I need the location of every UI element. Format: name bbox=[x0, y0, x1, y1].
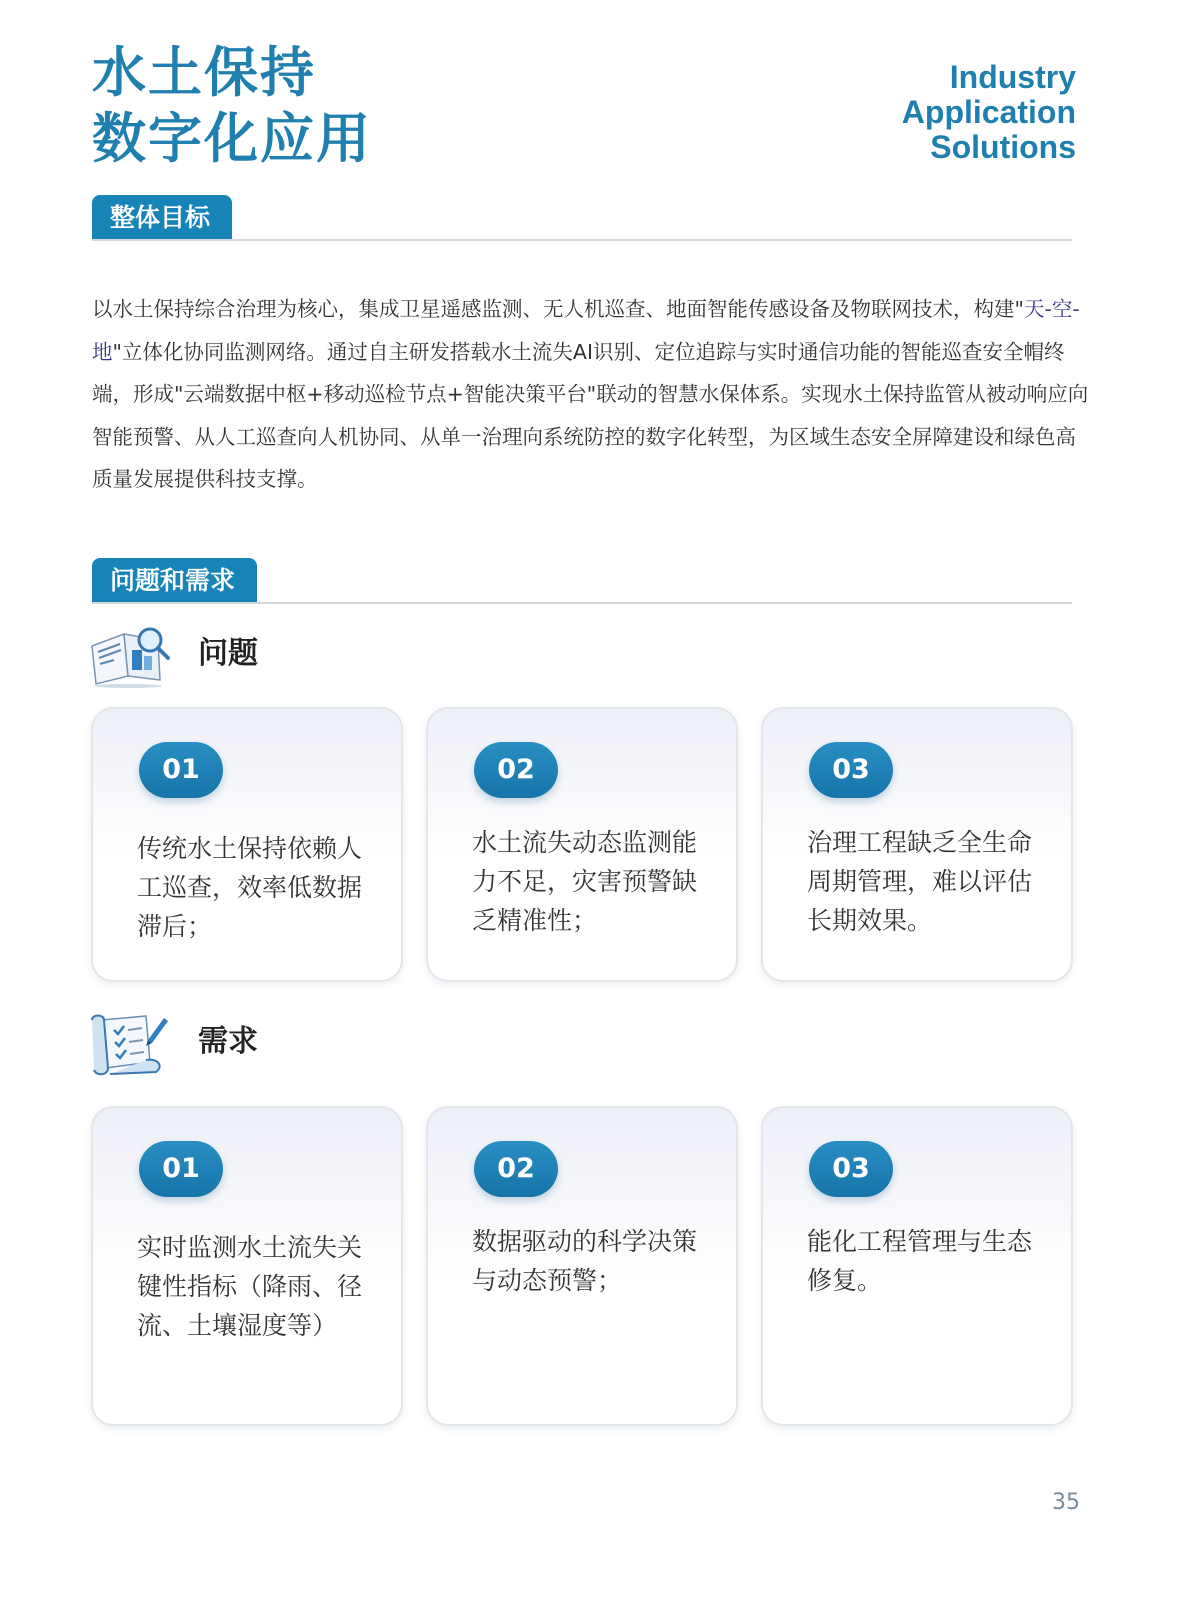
problem-text: 治理工程缺乏全生命周期管理，难以评估长期效果。 bbox=[807, 828, 1033, 935]
problem-text: 传统水土保持依赖人工巡查，效率低数据滞后； bbox=[137, 834, 363, 941]
problem-text: 水土流失动态监测能力不足，灾害预警缺乏精准性； bbox=[472, 828, 698, 935]
section-tag-overall-goal: 整体目标 bbox=[92, 195, 232, 241]
section-divider bbox=[92, 239, 1072, 241]
paragraph-text-start: 以水土保持综合治理为核心，集成卫星遥感监测、无人机巡查、地面智能传感设备及物联网技术，构建" bbox=[92, 297, 1024, 321]
page-number: 35 bbox=[1052, 1490, 1080, 1515]
paragraph-highlight: 天-空-地 bbox=[92, 297, 1080, 364]
page-title-line-2: 数字化应用 bbox=[92, 107, 372, 170]
english-title-line-2: Application bbox=[901, 94, 1076, 130]
need-number-badge: 01 bbox=[139, 1141, 223, 1197]
need-number-badge: 03 bbox=[809, 1141, 893, 1197]
paragraph-text-end: "立体化协同监测网络。通过自主研发搭载水土流失AI识别、定位追踪与实时通信功能的智能巡查安全帽终端，形成"云端数据中枢+移动巡检节点+智能决策平台"联动的智慧水保体系。实现水土保持监管从被动响应向智能预警、从人工巡查向人机协同、从单一治理向系统防控的数字化转型，为区域生态安全屏障建设和绿色高质量发展提供科技支撑。 bbox=[92, 339, 1089, 491]
need-card bbox=[426, 1106, 738, 1426]
needs-label: 需求 bbox=[198, 1024, 258, 1059]
problems-label: 问题 bbox=[198, 636, 258, 671]
page-title-line-1: 水土保持 bbox=[92, 41, 316, 104]
section-tag-problems-needs: 问题和需求 bbox=[92, 558, 257, 604]
problem-number-badge: 02 bbox=[474, 742, 558, 798]
english-title bbox=[902, 60, 1076, 165]
english-title-line-3: Solutions bbox=[930, 129, 1076, 165]
english-title-line-1: Industry bbox=[949, 59, 1076, 95]
need-card bbox=[761, 1106, 1073, 1426]
need-card bbox=[91, 1106, 403, 1426]
need-text: 数据驱动的科学决策与动态预警； bbox=[472, 1227, 698, 1295]
section-divider bbox=[92, 602, 1072, 604]
need-text: 能化工程管理与生态修复。 bbox=[807, 1227, 1033, 1295]
section-header-problems-needs bbox=[92, 558, 1072, 604]
problem-card bbox=[91, 707, 403, 982]
need-number-badge: 02 bbox=[474, 1141, 558, 1197]
overall-goal-paragraph bbox=[92, 288, 1092, 501]
need-text: 实时监测水土流失关键性指标（降雨、径流、土壤湿度等） bbox=[137, 1233, 363, 1340]
problem-number-badge: 01 bbox=[139, 742, 223, 798]
section-header-overall-goal bbox=[92, 195, 1072, 241]
problem-card bbox=[426, 707, 738, 982]
problem-number-badge: 03 bbox=[809, 742, 893, 798]
book-magnifier-icon bbox=[88, 624, 172, 688]
scroll-checklist-icon bbox=[88, 1012, 172, 1076]
page-title bbox=[92, 40, 372, 172]
problem-card bbox=[761, 707, 1073, 982]
